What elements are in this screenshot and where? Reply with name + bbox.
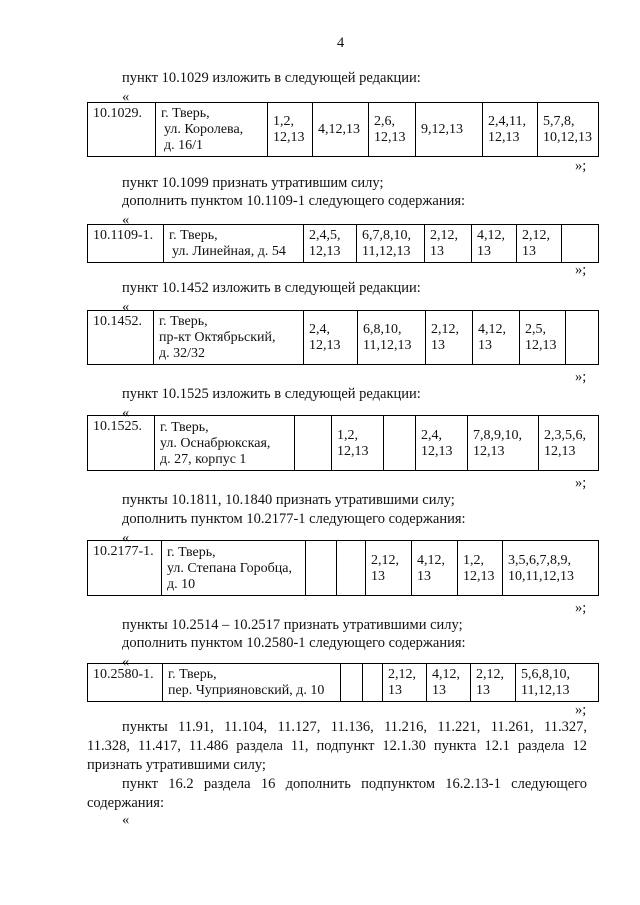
row-cell (363, 664, 383, 702)
final-open-quote: « (122, 812, 130, 828)
table-row (88, 225, 599, 263)
row-cell: 2,12, 13 (383, 664, 427, 702)
row-cell: 2,4, 12,13 (416, 416, 468, 471)
section-6-open-quote: « (122, 654, 130, 670)
section-2-close-quote: »; (575, 262, 587, 278)
row-cell: 4,12, 13 (472, 225, 517, 263)
row-cell: 1,2, 12,13 (458, 541, 503, 596)
section-5-intro-line-2: дополнить пунктом 10.2177-1 следующего содержания: (122, 511, 466, 527)
row-address: г. Тверь, пр-кт Октябрьский, д. 32/32 (154, 311, 304, 365)
row-cell: 2,12, 13 (426, 311, 473, 365)
section-6-table (87, 663, 599, 702)
table-row (88, 541, 599, 596)
row-cell: 2,3,5,6, 12,13 (539, 416, 599, 471)
section-4-close-quote: »; (575, 475, 587, 491)
row-cell: 2,4, 12,13 (304, 311, 358, 365)
row-address: г. Тверь, ул. Линейная, д. 54 (164, 225, 304, 263)
section-4-intro-line-1: пункт 10.1525 изложить в следующей редакции: (122, 386, 421, 402)
final-paragraph-2-line-2: содержания: (87, 795, 165, 811)
row-cell (295, 416, 332, 471)
row-cell: 2,5, 12,13 (520, 311, 566, 365)
section-6-close-quote: »; (575, 702, 587, 718)
row-cell: 1,2, 12,13 (332, 416, 384, 471)
section-4-open-quote: « (122, 405, 130, 421)
section-2-table (87, 224, 599, 263)
final-paragraph-1-line-3: признать утратившими силу; (87, 757, 266, 773)
row-cell: 4,12, 13 (427, 664, 471, 702)
row-cell (306, 541, 337, 596)
table-row (88, 416, 599, 471)
section-3-close-quote: »; (575, 369, 587, 385)
row-cell: 2,12, 13 (517, 225, 562, 263)
section-3-open-quote: « (122, 299, 130, 315)
row-cell: 4,12, 13 (412, 541, 458, 596)
section-6-intro-line-2: дополнить пунктом 10.2580-1 следующего содержания: (122, 635, 466, 651)
row-cell: 2,6, 12,13 (369, 103, 416, 157)
row-cell: 4,12, 13 (473, 311, 520, 365)
row-cell: 5,7,8, 10,12,13 (538, 103, 599, 157)
row-cell: 2,12, 13 (366, 541, 412, 596)
section-5-close-quote: »; (575, 600, 587, 616)
row-address: г. Тверь, ул. Степана Горобца, д. 10 (162, 541, 306, 596)
row-cell (566, 311, 599, 365)
table-row (88, 103, 599, 157)
row-cell: 4,12,13 (313, 103, 369, 157)
row-address: г. Тверь, ул. Королева, д. 16/1 (156, 103, 268, 157)
final-paragraph-1-line-2: 11.328, 11.417, 11.486 раздела 11, подпункт 12.1.30 пункта 12.1 раздела 12 (87, 738, 587, 754)
row-id: 10.2580-1. (88, 664, 163, 702)
section-6-intro-line-1: пункты 10.2514 – 10.2517 признать утратившими силу; (122, 617, 463, 633)
row-cell: 3,5,6,7,8,9, 10,11,12,13 (503, 541, 599, 596)
section-5-table (87, 540, 599, 596)
section-5-open-quote: « (122, 530, 130, 546)
row-cell: 9,12,13 (416, 103, 483, 157)
section-1-close-quote: »; (575, 158, 587, 174)
row-id: 10.1109-1. (88, 225, 164, 263)
row-id: 10.1452. (88, 311, 154, 365)
row-cell (562, 225, 599, 263)
section-2-open-quote: « (122, 212, 130, 228)
row-cell (384, 416, 416, 471)
table-row (88, 311, 599, 365)
section-3-intro-line-1: пункт 10.1452 изложить в следующей редакции: (122, 280, 421, 296)
row-cell: 5,6,8,10, 11,12,13 (516, 664, 599, 702)
section-2-intro-line-1: пункт 10.1099 признать утратившим силу; (122, 175, 384, 191)
row-id: 10.2177-1. (88, 541, 162, 596)
row-cell (341, 664, 363, 702)
row-cell: 2,4,11, 12,13 (483, 103, 538, 157)
row-id: 10.1029. (88, 103, 156, 157)
row-cell: 2,12, 13 (425, 225, 472, 263)
row-cell (337, 541, 366, 596)
row-cell: 7,8,9,10, 12,13 (468, 416, 539, 471)
section-1-intro-line-1: пункт 10.1029 изложить в следующей редакции: (122, 70, 421, 86)
row-address: г. Тверь, пер. Чуприяновский, д. 10 (163, 664, 341, 702)
table-row (88, 664, 599, 702)
section-4-table (87, 415, 599, 471)
row-id: 10.1525. (88, 416, 155, 471)
row-cell: 2,12, 13 (471, 664, 516, 702)
row-cell: 6,7,8,10, 11,12,13 (357, 225, 425, 263)
section-1-open-quote: « (122, 89, 130, 105)
section-1-table (87, 102, 599, 157)
row-address: г. Тверь, ул. Оснабрюкская, д. 27, корпус 1 (155, 416, 295, 471)
section-2-intro-line-2: дополнить пунктом 10.1109-1 следующего содержания: (122, 193, 466, 209)
final-paragraph-2-line-1: пункт 16.2 раздела 16 дополнить подпунктом 16.2.13-1 следующего (122, 776, 587, 792)
row-cell: 1,2, 12,13 (268, 103, 313, 157)
section-5-intro-line-1: пункты 10.1811, 10.1840 признать утратившими силу; (122, 492, 455, 508)
row-cell: 6,8,10, 11,12,13 (358, 311, 426, 365)
section-3-table (87, 310, 599, 365)
final-paragraph-1-line-1: пункты 11.91, 11.104, 11.127, 11.136, 11.216, 11.221, 11.261, 11.327, (122, 719, 587, 735)
row-cell: 2,4,5, 12,13 (304, 225, 357, 263)
page-number: 4 (337, 35, 345, 51)
